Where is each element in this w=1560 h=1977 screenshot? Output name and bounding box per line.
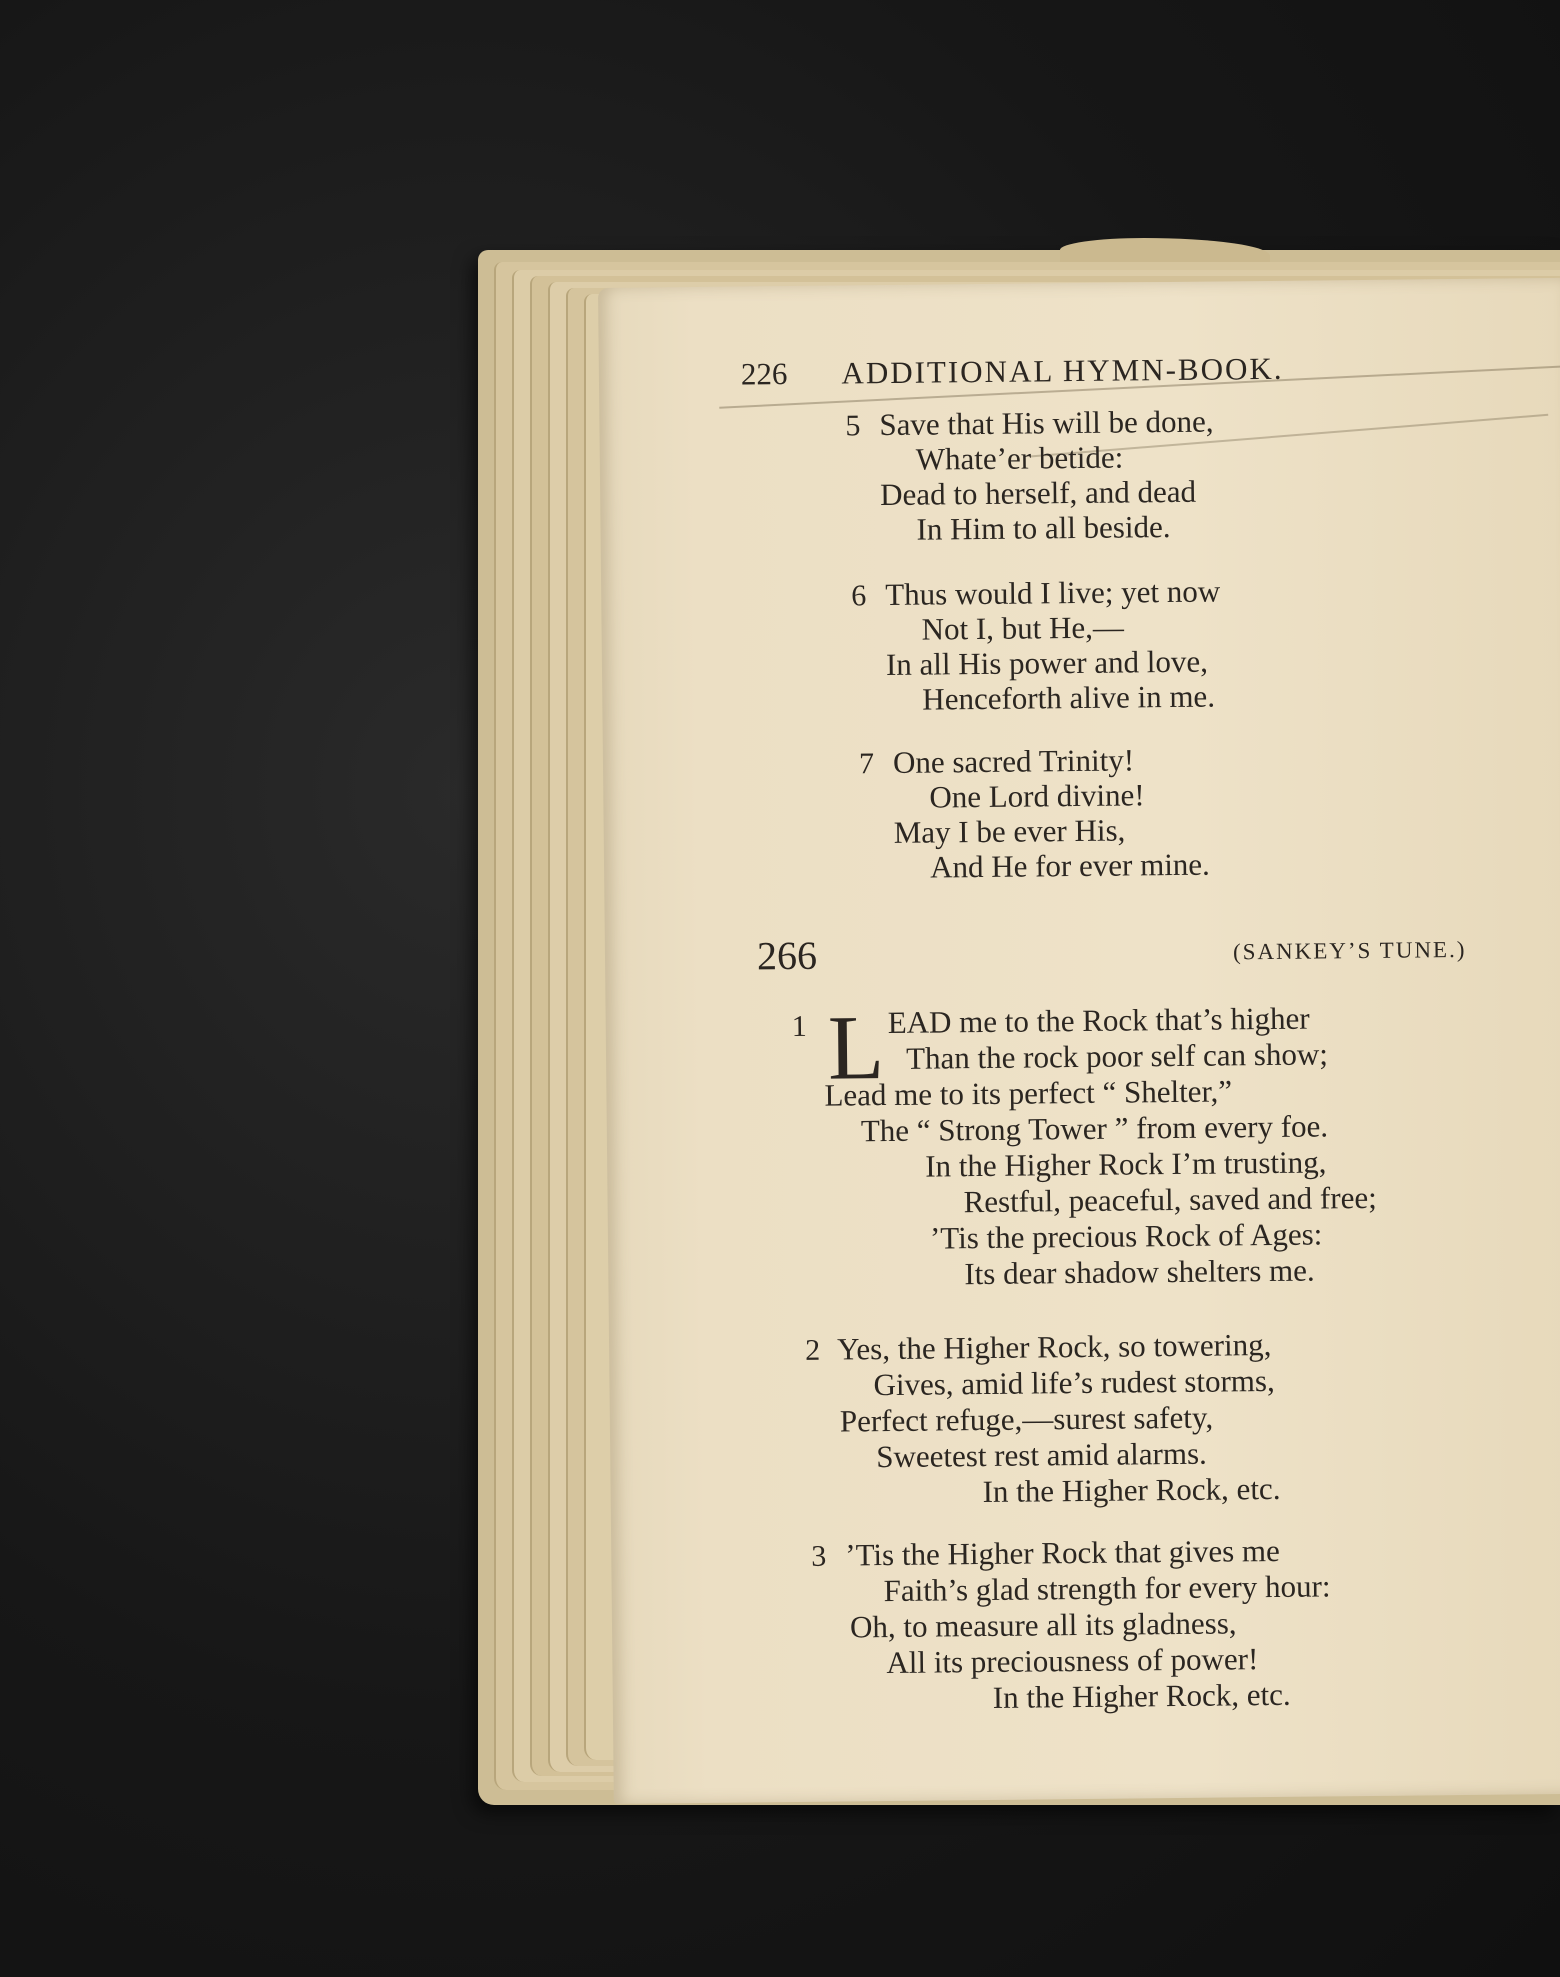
drop-cap: L <box>827 996 885 1099</box>
verse-number: 7 <box>858 747 875 781</box>
verse-line: Yes, the Higher Rock, so towering, <box>836 1327 1272 1367</box>
tune-name: (SANKEY’S TUNE.) <box>1232 936 1467 965</box>
verse-line: One sacred Trinity! <box>892 742 1135 780</box>
chorus-line: Restful, peaceful, saved and free; <box>963 1179 1377 1220</box>
chorus-line: Its dear shadow shelters me. <box>964 1252 1315 1292</box>
verse-line: Not I, but He,— <box>921 609 1125 647</box>
verse-line: EAD me to the Rock that’s higher <box>887 1000 1310 1041</box>
verse-line: In all His power and love, <box>885 643 1209 683</box>
verse-line: Dead to herself, and dead <box>879 473 1197 513</box>
chorus-line: In the Higher Rock I’m trusting, <box>925 1144 1327 1184</box>
verse-line: Whate’er betide: <box>915 439 1124 477</box>
verse-line: Sweetest rest amid alarms. <box>876 1435 1207 1475</box>
chorus-line: ’Tis the precious Rock of Ages: <box>929 1216 1323 1256</box>
verse-line: Thus would I live; yet now <box>885 573 1221 613</box>
verse-number: 5 <box>845 409 861 443</box>
verse-line: One Lord divine! <box>929 777 1145 815</box>
verse-number: 1 <box>791 1009 807 1044</box>
verse-number: 2 <box>804 1333 821 1367</box>
verse-line: All its preciousness of power! <box>886 1641 1259 1681</box>
page-number: 226 <box>740 356 788 392</box>
verse-line: Save that His will be done, <box>879 403 1214 443</box>
verse-line: The “ Strong Tower ” from every foe. <box>860 1108 1329 1149</box>
verse-line: Henceforth alive in me. <box>922 678 1216 717</box>
verse-line: Faith’s glad strength for every hour: <box>883 1568 1331 1609</box>
hymn-number: 266 <box>756 932 818 979</box>
verse-line: Gives, amid life’s rudest storms, <box>873 1362 1275 1403</box>
verse-line: Perfect refuge,—surest safety, <box>839 1399 1214 1439</box>
chorus-ref: In the Higher Rock, etc. <box>982 1470 1281 1510</box>
hymnal-page <box>598 278 1560 1804</box>
verse-line: ’Tis the Higher Rock that gives me <box>845 1532 1280 1573</box>
verse-line: And He for ever mine. <box>929 846 1211 885</box>
verse-line: May I be ever His, <box>893 812 1126 850</box>
verse-line: Than the rock poor self can show; <box>905 1036 1329 1076</box>
verse-number: 3 <box>811 1539 827 1573</box>
chorus-ref: In the Higher Rock, etc. <box>992 1676 1291 1715</box>
running-title: ADDITIONAL HYMN-BOOK. <box>841 350 1284 391</box>
verse-line: Oh, to measure all its gladness, <box>849 1605 1237 1645</box>
verse-number: 6 <box>851 579 867 613</box>
verse-line: In Him to all beside. <box>916 509 1171 547</box>
verse-line: Lead me to its perfect “ Shelter,” <box>824 1073 1233 1113</box>
running-head <box>741 351 1284 393</box>
